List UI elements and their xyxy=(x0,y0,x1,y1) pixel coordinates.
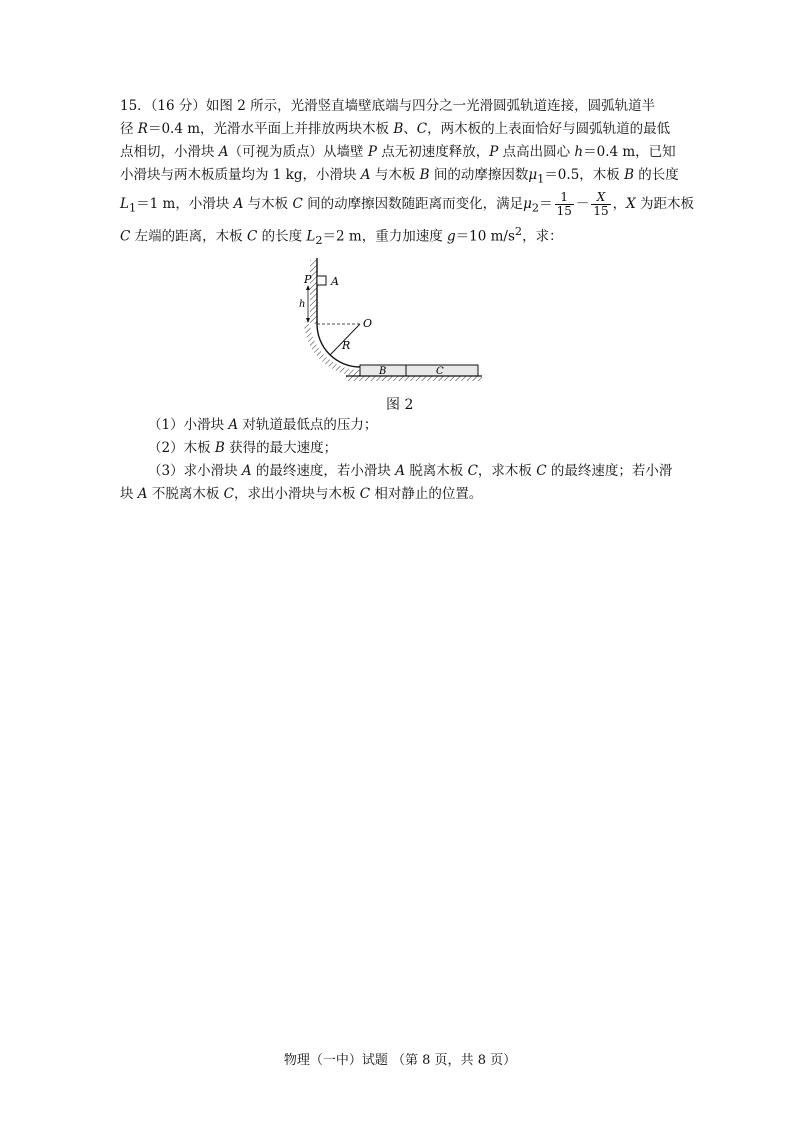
label-a: A xyxy=(331,275,339,288)
problem-line-4: 小滑块与两木板质量均为 1 kg，小滑块 A 与木板 B 间的动摩擦因数$\mu_1=0.5$，木板 B 的长度 xyxy=(120,167,679,186)
label-b: B xyxy=(379,366,387,377)
label-p: P xyxy=(304,273,312,286)
page-footer: 物理（一中）试题 （第 8 页，共 8 页） xyxy=(283,1053,517,1068)
problem-line-5: $L_1=1$ m，小滑块 A 与木板 C 间的动摩擦因数随距离而变化，满足$\mu_2=$ $\frac{1}{15}$ － $\frac{X}{15}$ ，X 为距木板 xyxy=(120,190,695,218)
question-3-line-1: （3）求小滑块 A 的最终速度，若小滑块 A 脱离木板 C，求木板 C 的最终速度；若小滑 xyxy=(148,463,673,479)
question-1: （1）小滑块 A 对轨道最低点的压力； xyxy=(148,417,378,433)
label-h: h xyxy=(299,299,306,310)
question-2: （2）木板 B 获得的最大速度； xyxy=(148,440,338,456)
boards-bc xyxy=(360,365,478,376)
floor-hatching xyxy=(346,376,482,381)
problem-line-2: 径 R＝0.4 m，光滑水平面上并排放两块木板 B、C，两木板的上表面恰好与圆弧轨道的最低 xyxy=(120,121,671,137)
question-3-line-2: 块 A 不脱离木板 C，求出小滑块与木板 C 相对静止的位置。 xyxy=(120,486,483,502)
arc-hatching xyxy=(304,324,360,376)
problem-line-3: 点相切，小滑块 A（可视为质点）从墙壁 P 点无初速度释放，P 点高出圆心 h＝0.4 m，已知 xyxy=(120,144,676,160)
fraction-x-over-15: $\frac{X}{15}$ xyxy=(593,190,609,218)
block-a xyxy=(317,276,326,285)
label-r: R xyxy=(342,339,351,352)
label-c: C xyxy=(436,366,444,377)
wall-hatching xyxy=(310,260,317,324)
arrow-head-down xyxy=(306,318,310,323)
physics-diagram xyxy=(290,252,510,387)
problem-line-1: 15．（16 分）如图 2 所示，光滑竖直墙壁底端与四分之一光滑圆弧轨道连接，圆弧轨道半 xyxy=(120,98,656,114)
figure-caption: 图 2 xyxy=(386,397,414,413)
label-o: O xyxy=(363,317,373,330)
fraction-1-over-15: $\frac{1}{15}$ xyxy=(556,190,572,218)
problem-line-6: C 左端的距离，木板 C 的长度 $L_2=2$ m，重力加速度 g＝10 $m/s^2$，求： xyxy=(120,225,563,248)
